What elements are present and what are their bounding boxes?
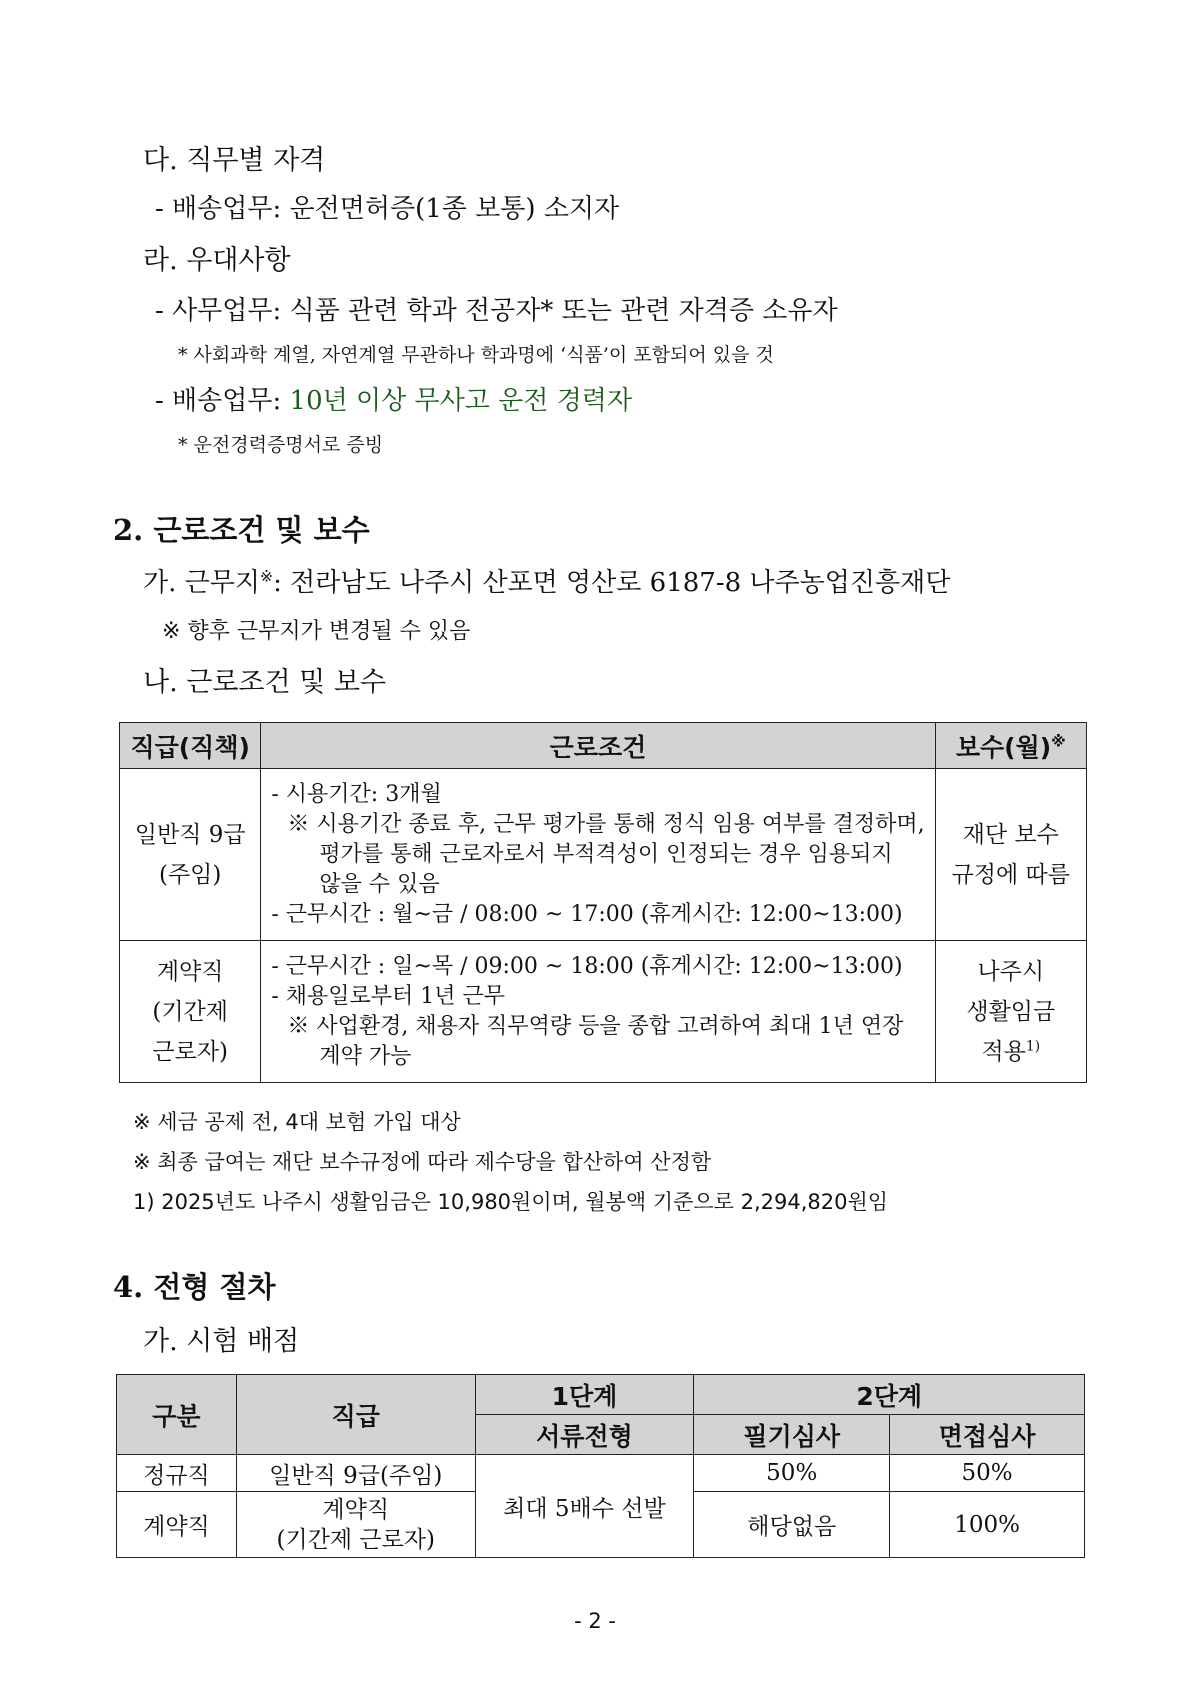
row1-cond1: - 시용기간: 3개월	[271, 781, 442, 807]
table-row	[120, 941, 1087, 1083]
header-grade: 직급	[236, 1375, 475, 1455]
ra-item-delivery-prefix: - 배송업무:	[155, 386, 282, 416]
workplace-note: ※ 향후 근무지가 변경될 수 있음	[162, 619, 471, 644]
row1-pay-line1: 재단 보수	[962, 821, 1059, 848]
row1-written: 50%	[694, 1455, 890, 1492]
row1-grade	[120, 769, 261, 941]
row1-cond3: 평가를 통해 근로자로서 부적격성이 인정되는 경우 임용되지	[319, 841, 893, 867]
section4-title: 4. 전형 절차	[113, 1270, 276, 1304]
header-pay-label: 보수(월)	[955, 732, 1052, 762]
header-conditions: 근로조건	[261, 723, 935, 769]
document-merged: 최대 5배수 선발	[475, 1455, 694, 1558]
row2-grade-line3: 근로자)	[152, 1038, 228, 1065]
section2-na-heading: 나. 근로조건 및 보수	[143, 667, 386, 698]
row2-grade-line1: 계약직	[322, 1496, 390, 1523]
row2-grade-line1: 계약직	[156, 958, 224, 985]
section2-ga-workplace	[143, 562, 950, 599]
header-pay-mark: ※	[1051, 732, 1066, 751]
row2-pay	[935, 941, 1086, 1083]
row1-interview: 50%	[890, 1455, 1085, 1492]
row2-pay-line1: 나주시	[977, 958, 1045, 985]
header-grade: 직급(직책)	[120, 723, 261, 769]
row2-cond2: - 채용일로부터 1년 근무	[271, 983, 506, 1009]
row2-category: 계약직	[117, 1492, 237, 1558]
header-pay	[935, 723, 1086, 769]
row1-cond2: ※ 시용기간 종료 후, 근무 평가를 통해 정식 임용 여부를 결정하며,	[287, 811, 925, 837]
da-item-delivery: - 배송업무: 운전면허증(1종 보통) 소지자	[155, 194, 620, 224]
workplace-mark: ※	[260, 567, 274, 586]
exam-score-table	[116, 1374, 1085, 1558]
row1-category: 정규직	[117, 1455, 237, 1492]
row2-interview: 100%	[890, 1492, 1085, 1558]
row2-conditions	[261, 941, 935, 1083]
row2-cond4: 계약 가능	[319, 1043, 412, 1069]
header-written: 필기심사	[694, 1415, 890, 1455]
row2-cond3: ※ 사업환경, 채용자 직무역량 등을 종합 고려하여 최대 1년 연장	[287, 1013, 904, 1039]
header-category: 구분	[117, 1375, 237, 1455]
ra-item-delivery	[155, 380, 632, 417]
row1-grade-line1: 일반직 9급	[134, 821, 246, 848]
header-document: 서류전형	[475, 1415, 694, 1455]
row1-pay-line2: 규정에 따름	[951, 861, 1070, 888]
heading-ra: 라. 우대사항	[143, 245, 291, 276]
row2-pay-line3-text: 적용	[981, 1038, 1026, 1065]
table-row	[117, 1455, 1085, 1492]
table-row	[120, 769, 1087, 941]
section4-ga-heading: 가. 시험 배점	[143, 1326, 300, 1357]
header-stage1: 1단계	[475, 1375, 694, 1415]
workplace-value: : 전라남도 나주시 산포면 영산로 6187-8 나주농업진흥재단	[273, 568, 951, 598]
heading-da: 다. 직무별 자격	[143, 145, 326, 176]
note-tax: ※ 세금 공제 전, 4대 보험 가입 대상	[133, 1110, 461, 1134]
working-conditions-table	[119, 722, 1087, 1083]
row1-grade-line2: (주임)	[158, 861, 222, 888]
ra-note-delivery: * 운전경력증명서로 증빙	[178, 434, 384, 456]
row2-written: 해당없음	[694, 1492, 890, 1558]
header-stage2: 2단계	[694, 1375, 1085, 1415]
row2-grade-line2: (기간제	[152, 998, 228, 1025]
ra-note-office: * 사회과학 계열, 자연계열 무관하나 학과명에 ‘식품’이 포함되어 있을 것	[178, 344, 774, 366]
note-final-pay: ※ 최종 급여는 재단 보수규정에 따라 제수당을 합산하여 산정함	[133, 1150, 712, 1174]
row1-pay	[935, 769, 1086, 941]
row2-grade	[236, 1492, 475, 1558]
row1-cond4: 않을 수 있음	[319, 871, 440, 897]
row2-pay-footnote-ref: 1)	[1025, 1037, 1041, 1054]
row1-cond5: - 근무시간 : 월~금 / 08:00 ~ 17:00 (휴게시간: 12:00~13:00)	[271, 901, 903, 927]
row2-grade	[120, 941, 261, 1083]
note-living-wage: 1) 2025년도 나주시 생활임금은 10,980원이며, 월봉액 기준으로 2,294,820원임	[133, 1190, 889, 1214]
page-number: - 2 -	[574, 1609, 616, 1633]
section2-title: 2. 근로조건 및 보수	[113, 513, 370, 547]
workplace-label: 가. 근무지	[143, 568, 260, 598]
row1-conditions	[261, 769, 935, 941]
row2-cond1: - 근무시간 : 일~목 / 09:00 ~ 18:00 (휴게시간: 12:00~13:00)	[271, 953, 903, 979]
row2-pay-line3	[937, 1032, 1085, 1072]
header-interview: 면접심사	[890, 1415, 1085, 1455]
ra-item-delivery-highlight: 10년 이상 무사고 운전 경력자	[289, 386, 632, 416]
row2-pay-line2: 생활임금	[966, 998, 1056, 1025]
row1-grade: 일반직 9급(주임)	[236, 1455, 475, 1492]
row2-grade-line2: (기간제 근로자)	[276, 1526, 436, 1553]
ra-item-office: - 사무업무: 식품 관련 학과 전공자* 또는 관련 자격증 소유자	[155, 296, 838, 326]
